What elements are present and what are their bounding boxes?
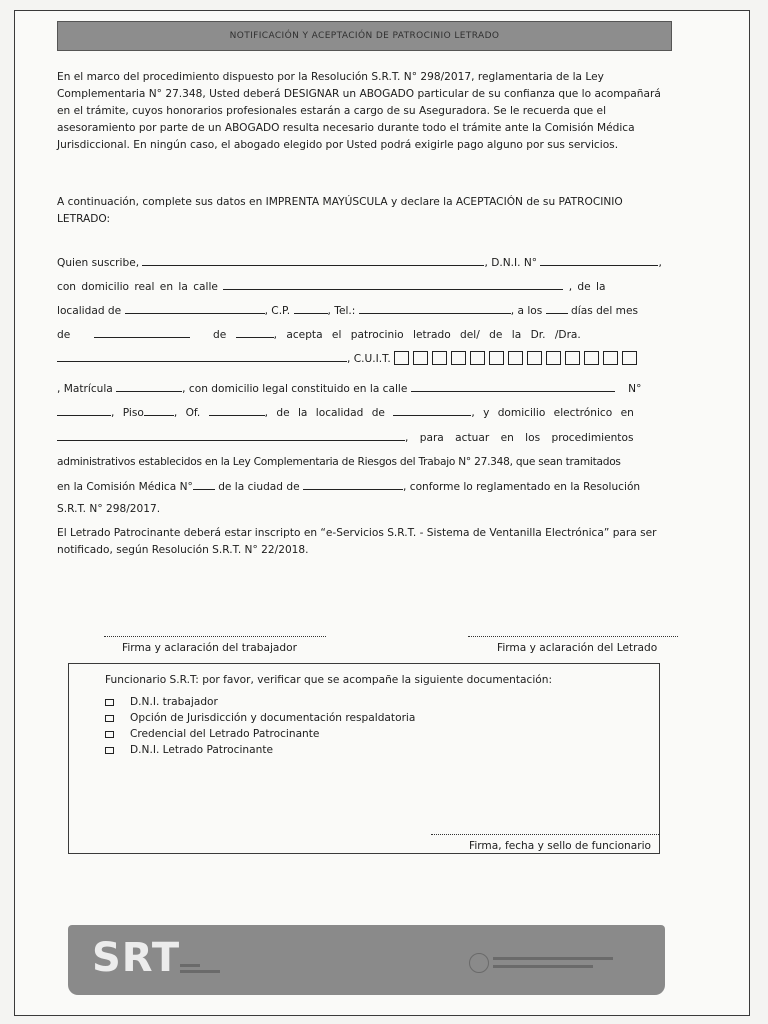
label-piso: , Piso	[111, 407, 144, 419]
cuit-digit-box[interactable]	[565, 351, 580, 365]
label-of: , Of.	[173, 407, 201, 419]
cuit-digit-box[interactable]	[470, 351, 485, 365]
month-field[interactable]	[94, 326, 190, 338]
documentation-checklist-box	[68, 663, 660, 854]
label-de-year: de	[213, 329, 227, 341]
worker-signature-label: Firma y aclaración del trabajador	[122, 642, 297, 654]
number-field[interactable]	[57, 404, 111, 416]
cp-field[interactable]	[294, 302, 328, 314]
electronic-address-field[interactable]	[57, 429, 405, 441]
cuit-digit-box[interactable]	[546, 351, 561, 365]
documentation-list	[105, 694, 415, 758]
lawyer-name-field[interactable]	[57, 350, 347, 362]
label-localidad: localidad de	[57, 305, 122, 317]
cuit-digit-box[interactable]	[508, 351, 523, 365]
form-line-matricula	[57, 380, 677, 397]
form-line-electronic	[57, 429, 677, 446]
label-a-los: , a los	[510, 305, 543, 317]
cuit-digit-box[interactable]	[622, 351, 637, 365]
doc-item-label: Credencial del Letrado Patrocinante	[130, 728, 320, 740]
checkbox-icon[interactable]	[105, 699, 114, 706]
label-quien-suscribe: Quien suscribe,	[57, 257, 140, 269]
office-field[interactable]	[209, 404, 265, 416]
label-para-actuar: , para actuar en los procedimientos	[405, 432, 634, 444]
legal-locality-field[interactable]	[393, 404, 471, 416]
lawyer-signature-label: Firma y aclaración del Letrado	[497, 642, 658, 654]
floor-field[interactable]	[144, 404, 174, 416]
lawyer-signature-line[interactable]	[468, 636, 678, 637]
label-acepta: , acepta el patrocinio letrado del/ de la Dr. /Dra.	[273, 329, 581, 341]
srt-subtitle-graphic	[180, 961, 224, 977]
checkbox-icon[interactable]	[105, 715, 114, 722]
label-loc-de: , de la localidad de	[264, 407, 385, 419]
form-line-piso	[57, 404, 677, 421]
doc-item	[105, 742, 415, 758]
form-line-comision	[57, 478, 677, 495]
doc-item	[105, 694, 415, 710]
form-title: NOTIFICACIÓN Y ACEPTACIÓN DE PATROCINIO LETRADO	[229, 31, 500, 41]
doc-item	[105, 726, 415, 742]
cuit-digit-box[interactable]	[527, 351, 542, 365]
doc-item	[105, 710, 415, 726]
label-de: de	[57, 329, 71, 341]
instructions-paragraph: A continuación, complete sus datos en IMPRENTA MAYÚSCULA y declare la ACEPTACIÓN de su PATROCINIO LETRADO:	[57, 196, 623, 225]
label-numero: N°	[628, 383, 642, 395]
label-cp: , C.P.	[264, 305, 291, 317]
government-logo	[469, 951, 629, 977]
year-field[interactable]	[236, 326, 274, 338]
srt-logo: SRT	[92, 935, 181, 981]
cuit-digit-box[interactable]	[489, 351, 504, 365]
tel-field[interactable]	[359, 302, 511, 314]
label-ciudad: de la ciudad de	[218, 481, 300, 493]
label-comision: en la Comisión Médica N°	[57, 481, 193, 493]
form-title-band	[57, 21, 672, 51]
matricula-field[interactable]	[116, 380, 182, 392]
doc-item-label: D.N.I. Letrado Patrocinante	[130, 744, 274, 756]
day-field[interactable]	[546, 302, 568, 314]
form-line-administrativos	[57, 454, 677, 471]
label-cuit: , C.U.I.T.	[347, 353, 391, 365]
dni-field[interactable]	[540, 254, 658, 266]
label-matricula: , Matrícula	[57, 383, 113, 395]
label-de-la: , de la	[568, 281, 606, 293]
form-line-locality	[57, 302, 677, 319]
cuit-digit-box[interactable]	[451, 351, 466, 365]
label-dom-elec: , y domicilio electrónico en	[471, 407, 634, 419]
cuit-digit-box[interactable]	[432, 351, 447, 365]
letrado-note: El Letrado Patrocinante deberá estar inscripto en “e-Servicios S.R.T. - Sistema de Ventanilla Electrónica” para ser notificado, según Resolución S.R.T. N° 22/2018.	[57, 527, 657, 556]
worker-signature-line[interactable]	[104, 636, 326, 637]
form-line-cuit	[57, 350, 677, 367]
label-domicilio: con domicilio real en la calle	[57, 281, 218, 293]
form-line-date	[57, 326, 677, 343]
cuit-digit-box[interactable]	[394, 351, 409, 365]
street-field[interactable]	[223, 278, 563, 290]
label-srt: S.R.T. N° 298/2017.	[57, 503, 161, 515]
official-signature-line[interactable]	[431, 834, 659, 835]
doc-item-label: Opción de Jurisdicción y documentación respaldatoria	[130, 712, 416, 724]
cuit-digit-box[interactable]	[603, 351, 618, 365]
comision-number-field[interactable]	[193, 478, 215, 490]
label-conforme: , conforme lo reglamentado en la Resolución	[403, 481, 641, 493]
label-dias-mes: días del mes	[571, 305, 638, 317]
label-administrativos: administrativos establecidos en la Ley Complementaria de Riesgos del Trabajo N° 27.348, que sean tramitados	[57, 456, 621, 468]
footer-band	[68, 925, 665, 995]
checkbox-icon[interactable]	[105, 747, 114, 754]
legal-street-field[interactable]	[411, 380, 615, 392]
official-signature-label: Firma, fecha y sello de funcionario	[469, 840, 652, 852]
name-field[interactable]	[142, 254, 484, 266]
intro-paragraph: En el marco del procedimiento dispuesto por la Resolución S.R.T. N° 298/2017, reglamentaria de la Ley Complementaria N° 27.348, Usted deberá DESIGNAR un ABOGADO particular de su confianza que lo acompañará en el trámite, cuyos honorarios profesionales estarán a cargo de su Aseguradora. Se le recuerda que el asesoramiento por parte de un ABOGADO resulta necesario durante todo el trámite ante la Comisión Médica Jurisdiccional. En ningún caso, el abogado elegido por Usted podrá exigirle pago alguno por sus servicios.	[57, 71, 661, 151]
cuit-digit-box[interactable]	[413, 351, 428, 365]
doc-item-label: D.N.I. trabajador	[130, 696, 218, 708]
cuit-digit-box[interactable]	[584, 351, 599, 365]
label-tel: , Tel.:	[327, 305, 356, 317]
label-domicilio-legal: , con domicilio legal constituido en la calle	[182, 383, 408, 395]
form-line-name: Quien suscribe, , D.N.I. N° ,	[57, 254, 677, 271]
government-seal-icon	[469, 953, 489, 973]
city-field[interactable]	[303, 478, 403, 490]
srt-subtitle-mark	[180, 961, 224, 979]
government-logo-graphic	[493, 955, 623, 973]
label-dni: , D.N.I. N°	[484, 257, 538, 269]
form-line-address	[57, 278, 677, 295]
form-line-srt	[57, 501, 677, 518]
documentation-header: Funcionario S.R.T: por favor, verificar que se acompañe la siguiente documentación:	[105, 674, 553, 686]
locality-field[interactable]	[125, 302, 265, 314]
checkbox-icon[interactable]	[105, 731, 114, 738]
